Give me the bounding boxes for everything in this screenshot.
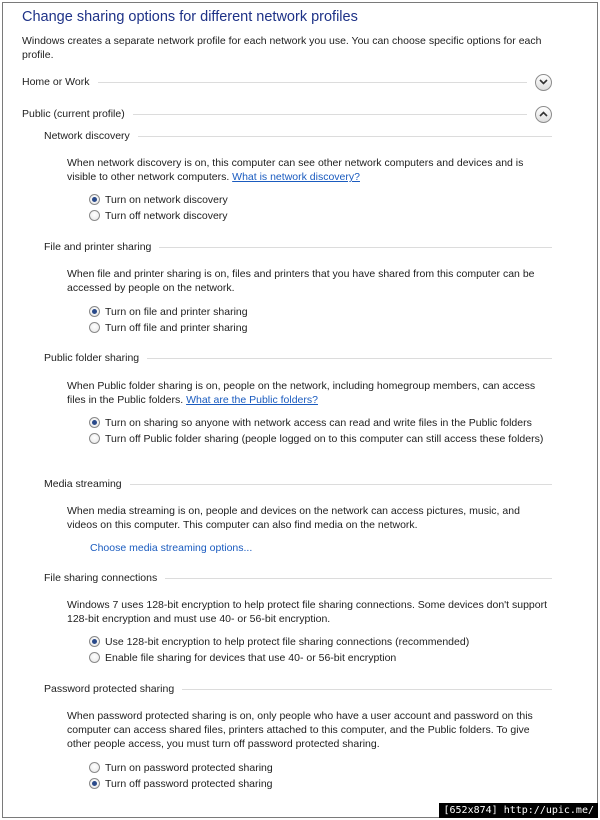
public-folder-description: When Public folder sharing is on, people on the network, including homegroup members, can access files in the Public folders. What are the Public folders? [67,380,536,406]
radio-turn-off-network-discovery[interactable]: Turn off network discovery [89,209,565,223]
section-title: Network discovery [44,130,130,142]
radio-turn-on-public-folder-sharing[interactable]: Turn on sharing so anyone with network access can read and write files in the Public folders [89,416,565,430]
radio-enable-40-56-bit-encryption[interactable]: Enable file sharing for devices that use 40- or 56-bit encryption [89,651,565,665]
divider [147,358,552,359]
choose-media-streaming-options-link[interactable]: Choose media streaming options... [90,542,253,554]
section-header-file-sharing-connections [44,571,552,585]
file-printer-description: When file and printer sharing is on, files and printers that you have shared from this computer can be accessed by people on the network. [67,268,535,294]
profile-label-home-work: Home or Work [22,76,90,88]
radio-turn-on-network-discovery[interactable]: Turn on network discovery [89,193,565,207]
radio-turn-on-file-printer-sharing[interactable]: Turn on file and printer sharing [89,305,565,319]
section-title: File sharing connections [44,572,158,584]
radio-use-128-bit-encryption[interactable]: Use 128-bit encryption to help protect file sharing connections (recommended) [89,635,565,649]
profile-header-home-work[interactable] [22,73,552,91]
media-streaming-description: When media streaming is on, people and devices on the network can access pictures, music, and videos on this computer. This computer can also find media on the network. [67,505,520,531]
radio-turn-off-file-printer-sharing[interactable]: Turn off file and printer sharing [89,321,565,335]
password-protected-description: When password protected sharing is on, only people who have a user account and password on this computer can access shared files, printers attached to this computer, and the Public folders. To give other people access, you must turn off password protected sharing. [67,710,533,750]
section-header-password-protected-sharing [44,682,552,696]
expand-chevron-down-icon[interactable] [535,74,552,91]
network-discovery-description: When network discovery is on, this computer can see other network computers and devices and is visible to other network computers. What is network discovery? [67,157,524,183]
divider [159,247,552,248]
radio-unselected-icon[interactable] [89,433,100,444]
profile-label-public: Public (current profile) [22,108,125,120]
radio-selected-icon[interactable] [89,636,100,647]
divider [130,484,552,485]
radio-selected-icon[interactable] [89,194,100,205]
page-title: Change sharing options for different network profiles [22,9,358,25]
radio-selected-icon[interactable] [89,778,100,789]
divider [98,82,528,83]
divider [182,689,552,690]
section-title: Public folder sharing [44,352,140,364]
section-header-media-streaming [44,477,552,491]
radio-turn-on-password-protected-sharing[interactable]: Turn on password protected sharing [89,761,565,775]
section-title: Password protected sharing [44,683,175,695]
collapse-chevron-up-icon[interactable] [535,106,552,123]
section-header-network-discovery [44,129,552,143]
page-intro: Windows creates a separate network profile for each network you use. You can choose specific options for each profile. [22,35,542,61]
radio-unselected-icon[interactable] [89,322,100,333]
radio-turn-off-public-folder-sharing[interactable]: Turn off Public folder sharing (people logged on to this computer can still access these folders) [89,432,565,446]
radio-selected-icon[interactable] [89,306,100,317]
radio-unselected-icon[interactable] [89,652,100,663]
radio-turn-off-password-protected-sharing[interactable]: Turn off password protected sharing [89,777,565,791]
what-is-network-discovery-link[interactable]: What is network discovery? [232,171,360,183]
section-header-file-printer-sharing [44,240,552,254]
section-title: Media streaming [44,478,122,490]
divider [133,114,527,115]
divider [138,136,552,137]
image-watermark: [652x874] http://upic.me/ [439,803,598,818]
radio-selected-icon[interactable] [89,417,100,428]
radio-unselected-icon[interactable] [89,762,100,773]
profile-header-public[interactable] [22,105,552,123]
what-are-public-folders-link[interactable]: What are the Public folders? [186,394,318,406]
divider [165,578,552,579]
file-sharing-connections-description: Windows 7 uses 128-bit encryption to help protect file sharing connections. Some devices don't support 128-bit encryption and must use 40- or 56-bit encryption. [67,599,548,625]
section-title: File and printer sharing [44,241,152,253]
section-header-public-folder-sharing [44,351,552,365]
radio-unselected-icon[interactable] [89,210,100,221]
